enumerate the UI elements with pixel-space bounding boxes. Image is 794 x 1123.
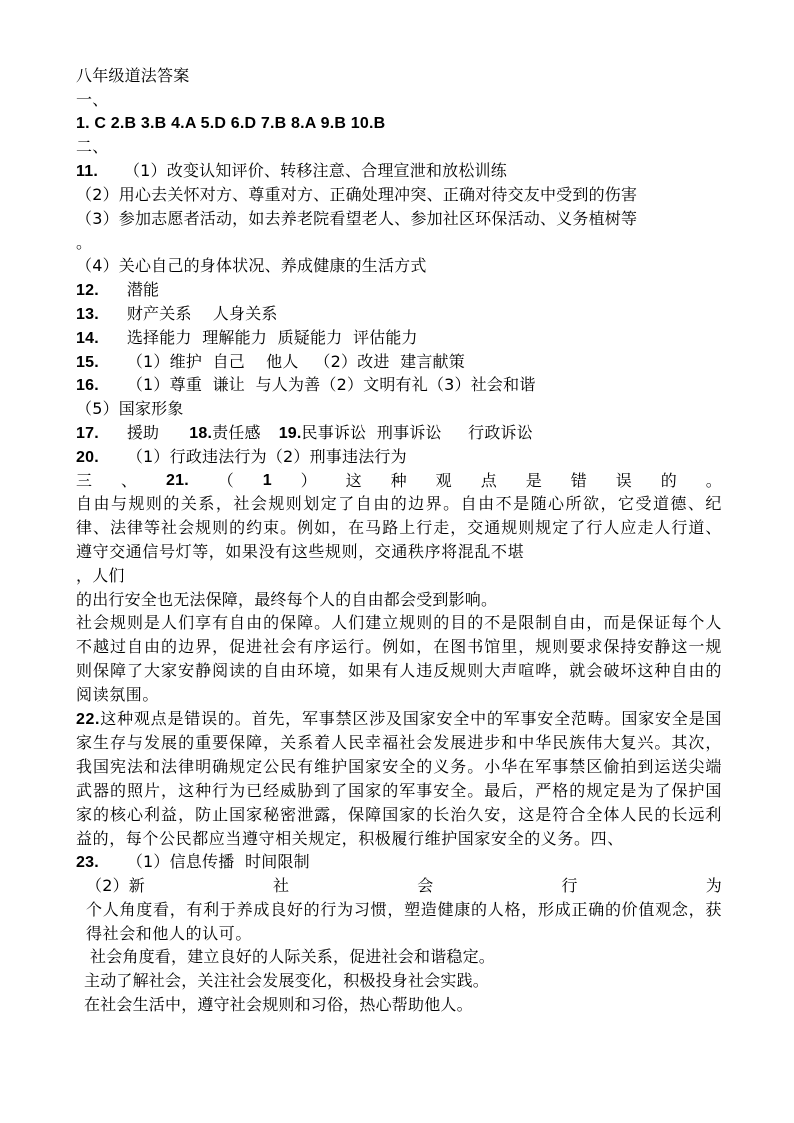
q11-answer-2: （2）用心去关怀对方、尊重对方、正确处理冲突、正确对待交友中受到的伤害 [76, 184, 638, 204]
q23-2-part: （2）新 [86, 876, 145, 896]
s3-char: 点 [480, 470, 497, 490]
q14-line [76, 326, 722, 350]
q11-line-1 [76, 159, 722, 183]
q23-2-part: 为 [705, 876, 722, 896]
q23-line [76, 850, 722, 874]
s3-char: 是 [525, 470, 542, 490]
s3-char: 的 [660, 470, 677, 490]
multiple-choice-answers: 1. C 2.B 3.B 4.A 5.D 6.D 7.B 8.A 9.B 10.B [76, 114, 386, 132]
q21-paragraph-2: 社会规则是人们享有自由的保障。人们建立规则的目的不是限制自由，而是保证每个人不越过自由的边界，促进社会有序运行。例如，在图书馆里，规则要求保持安静这一规则保障了大家安静阅读的自由环境，如果有人违反规则大声喧哗，就会破坏这种自由的阅读氛围。 [76, 613, 722, 704]
q22-number: 22. [76, 710, 101, 728]
q21-paragraph-1-cont: ，人们 [76, 565, 125, 585]
section-3-q21-heading [76, 469, 722, 493]
q16-answer: （1）尊重 谦让 与人为善（2）文明有礼（3）社会和谐 [126, 375, 536, 395]
q23-answer-2-heading [76, 874, 722, 898]
q16-answer-5: （5）国家形象 [76, 399, 184, 419]
q22-paragraph [76, 707, 722, 851]
q11-number: 11. [76, 163, 98, 181]
q17-19-line [76, 421, 722, 445]
q15-number: 15. [76, 353, 99, 371]
s3-char: 观 [435, 470, 452, 490]
q19-answer: 民事诉讼 刑事诉讼 行政诉讼 [301, 422, 533, 442]
q21-paragraph-1: 自由与规则的关系，社会规则划定了自由的边界。自由不是随心所欲，它受道德、纪律、法律等社会规则的约束。例如，在马路上行走，交通规则规定了行人应走人行道、遵守交通信号灯等，如果没有这些规则，交通秩序将混乱不堪 [76, 494, 722, 561]
q14-answer: 选择能力 理解能力 质疑能力 评估能力 [126, 327, 418, 347]
q20-number: 20. [76, 448, 99, 466]
q23-social-view: 社会角度看，建立良好的人际关系，促进社会和谐稳定。 [90, 947, 496, 967]
s3-char: （ [217, 470, 234, 490]
q11-answer-1: （1）改变认知评价、转移注意、合理宣泄和放松训练 [123, 161, 507, 181]
q15-answer: （1）维护 自己 他人 （2）改进 建言献策 [126, 351, 465, 371]
section-1-heading: 一、 [76, 89, 109, 109]
answer-document [76, 64, 722, 1017]
q20-line [76, 445, 722, 469]
q13-number: 13. [76, 305, 99, 323]
q15-line [76, 350, 722, 374]
s3-char: 错 [570, 470, 587, 490]
q12-number: 12. [76, 282, 99, 300]
s3-char: 这 [345, 470, 362, 490]
q23-2-part: 会 [417, 876, 434, 896]
q19-number: 19. [278, 424, 302, 442]
q11-answer-4: （4）关心自己的身体状况、养成健康的生活方式 [76, 256, 427, 276]
q21-paragraph-1-end: 的出行安全也无法保障，最终每个人的自由都会受到影响。 [76, 589, 498, 609]
q18-number: 18. [189, 424, 213, 442]
q21-number: 21. [166, 471, 189, 489]
q11-answer-3-cont: 。 [76, 232, 93, 252]
q23-number: 23. [76, 854, 99, 872]
doc-title: 八年级道法答案 [76, 66, 190, 85]
s3-char: 。 [705, 470, 722, 490]
q16-line [76, 373, 722, 397]
s3-char: 种 [390, 470, 407, 490]
q16-number: 16. [76, 377, 99, 395]
q18-answer: 责任感 [212, 422, 261, 442]
q23-answer-1: （1）信息传播 时间限制 [126, 852, 310, 872]
section-2-heading: 二、 [76, 137, 109, 157]
q22-answer: 这种观点是错误的。首先，军事禁区涉及国家安全中的军事安全范畴。国家安全是国家生存与发展的重要保障，关系着人民幸福社会发展进步和中华民族伟大复兴。其次，我国宪法和法律明确规定公民有维护国家安全的义务。小华在军事禁区偷拍到运送尖端武器的照片，这种行为已经威胁到了国家的军事安全。最后，严格的规定是为了保护国家的核心利益，防止国家秘密泄露，保障国家的长治久安，这是符合全体人民的长远利益的，每个公民都应当遵守相关规定，积极履行维护国家安全的义务。四、 [76, 708, 722, 848]
s3-char: 误 [615, 470, 632, 490]
s3-char: 三 [76, 470, 93, 490]
q23-action-1: 主动了解社会，关注社会发展变化，积极投身社会实践。 [84, 971, 490, 991]
q17-answer: 援助 [126, 422, 160, 442]
q17-number: 17. [76, 424, 99, 442]
q13-line [76, 302, 722, 326]
q23-personal-view: 个人角度看，有利于养成良好的行为习惯，塑造健康的人格，形成正确的价值观念，获得社会和他人的认可。 [86, 899, 722, 943]
q23-2-part: 行 [561, 876, 578, 896]
q12-answer: 潜能 [126, 280, 160, 300]
q13-answer: 财产关系 人身关系 [126, 303, 278, 323]
s3-char: 1 [262, 471, 272, 489]
q14-number: 14. [76, 329, 99, 347]
q23-2-part: 社 [273, 876, 290, 896]
s3-char: ） [300, 470, 317, 490]
q12-line [76, 278, 722, 302]
q23-action-2: 在社会生活中，遵守社会规则和习俗，热心帮助他人。 [84, 995, 473, 1015]
s3-char: 、 [121, 470, 138, 490]
q11-answer-3: （3）参加志愿者活动，如去养老院看望老人、参加社区环保活动、义务植树等 [76, 208, 638, 228]
q20-answer: （1）行政违法行为（2）刑事违法行为 [126, 446, 407, 466]
